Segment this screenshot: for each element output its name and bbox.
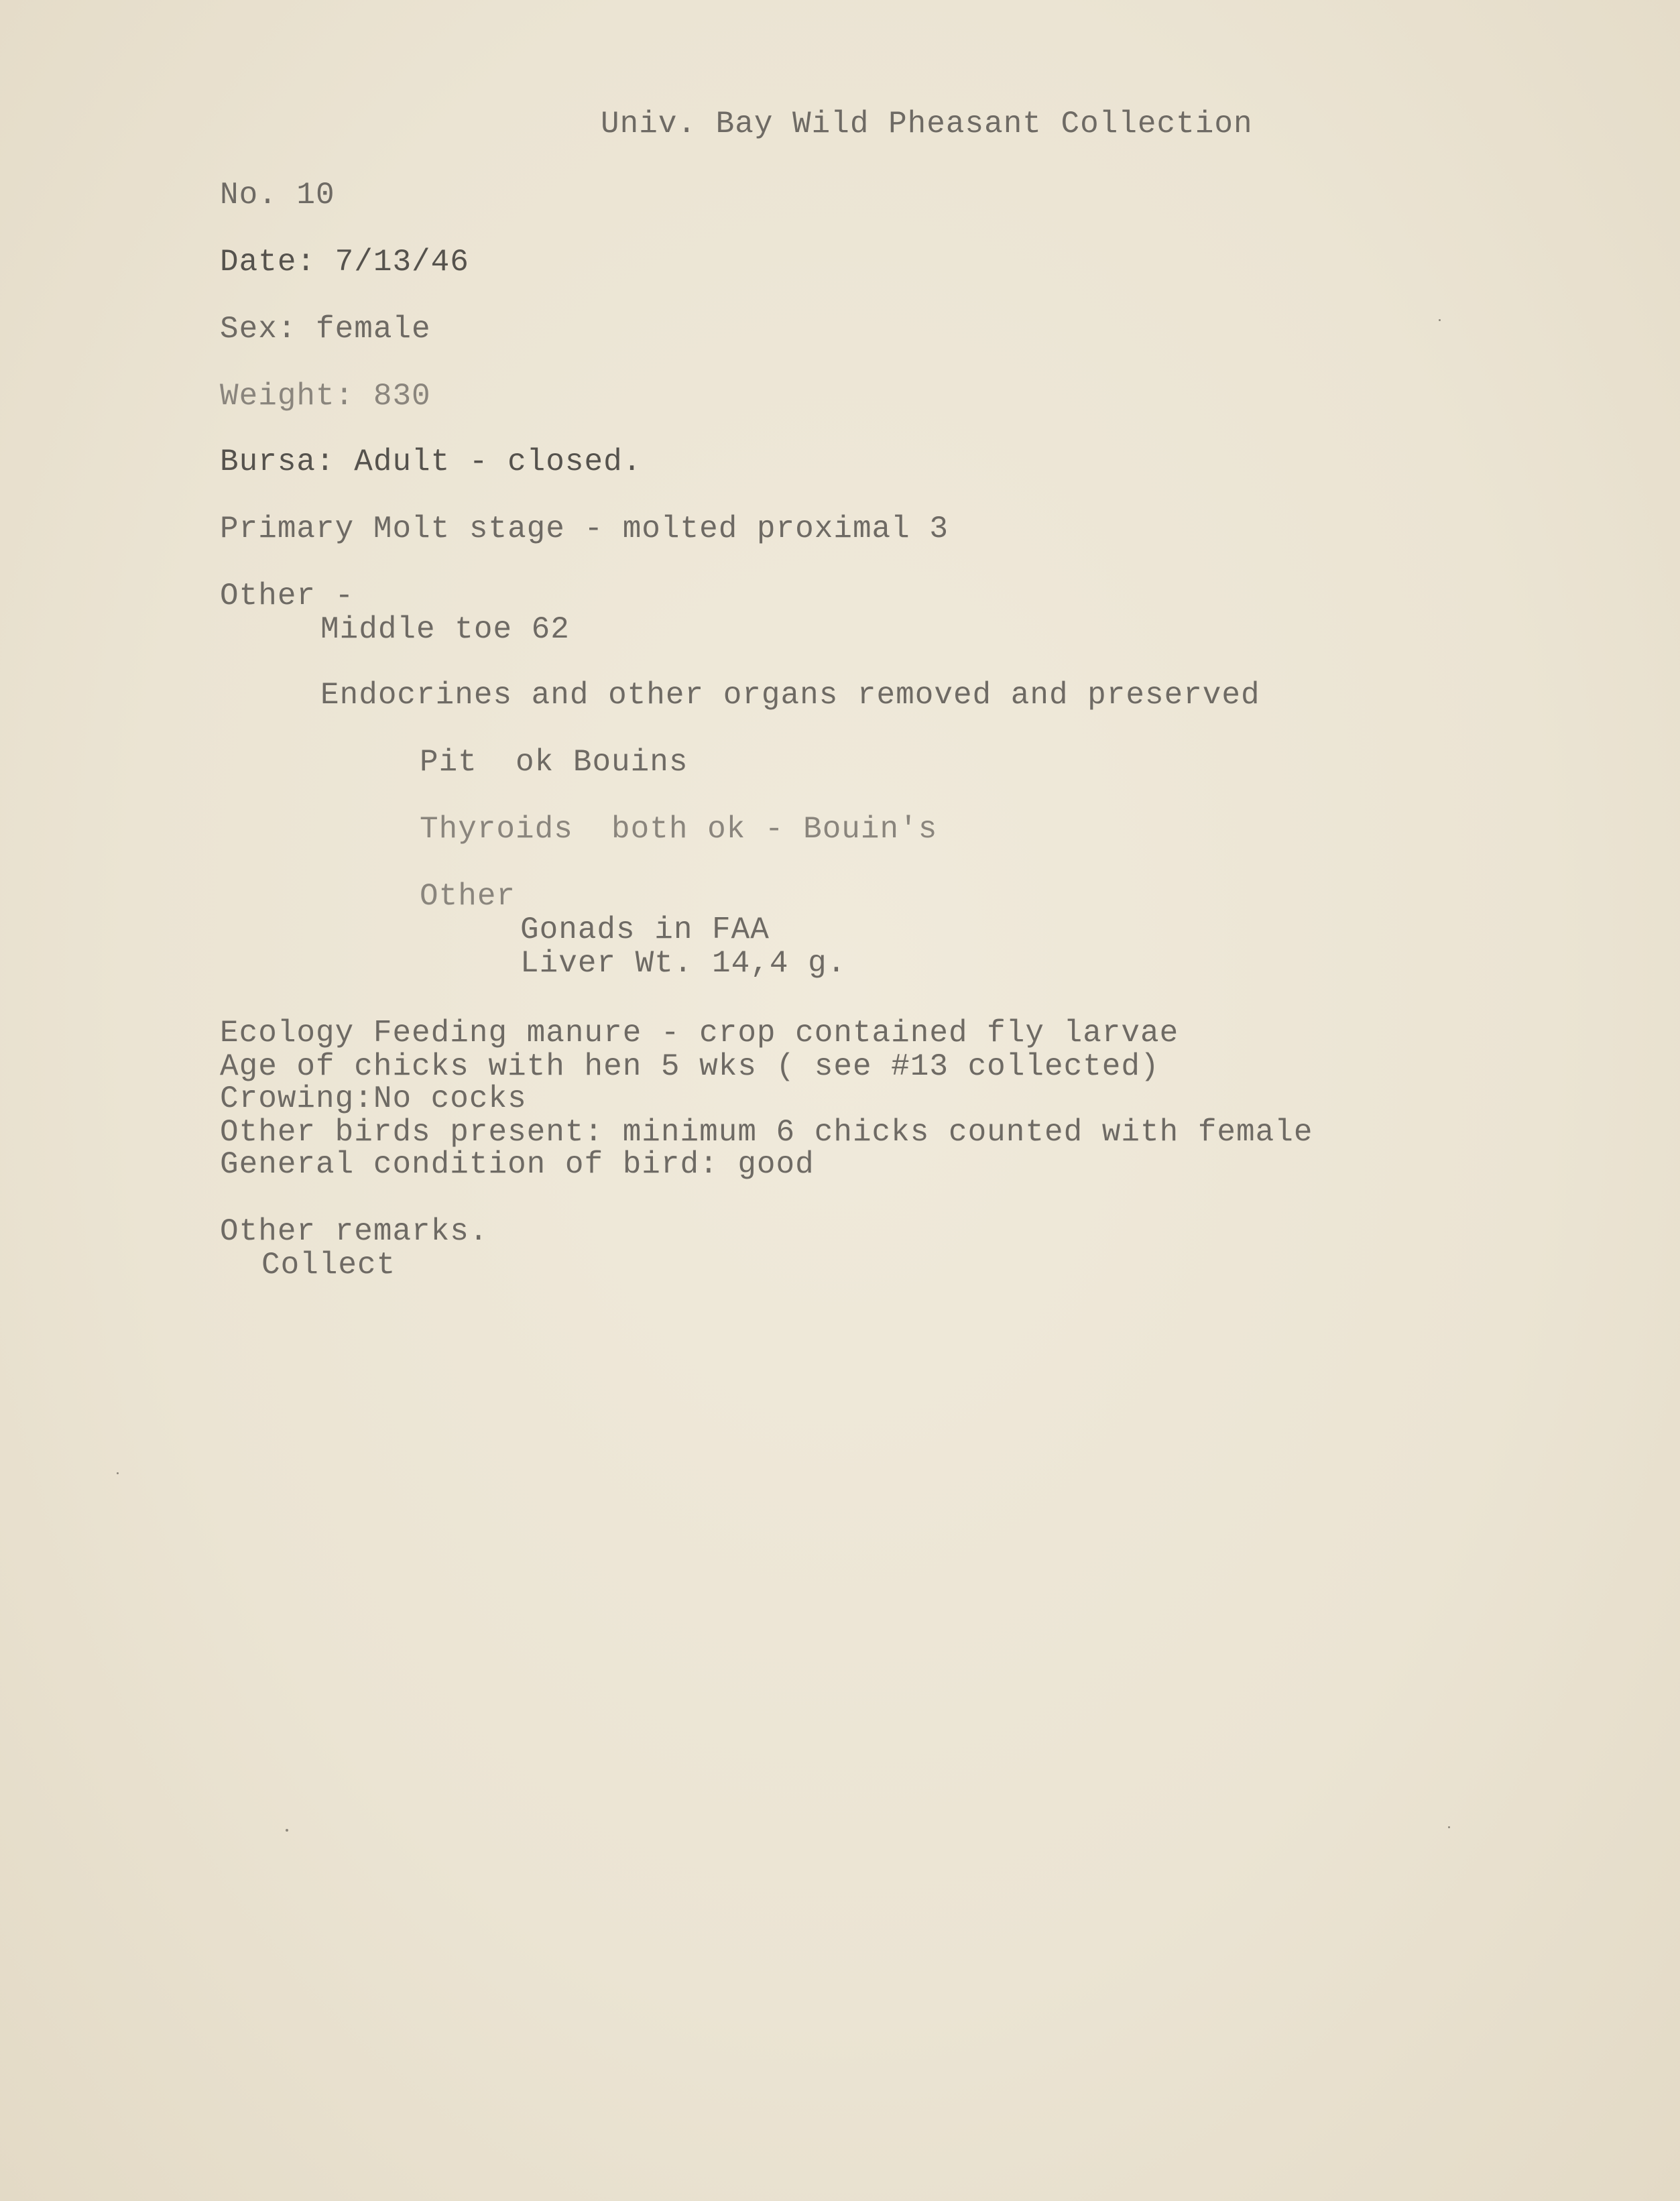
middle-toe: Middle toe 62	[320, 612, 570, 647]
record-bursa: Bursa: Adult - closed.	[220, 444, 642, 479]
pituitary-note: Pit ok Bouins	[420, 745, 688, 780]
record-number: No. 10	[220, 178, 335, 213]
remarks-text: Collect	[261, 1248, 396, 1283]
crowing-note: Crowing:No cocks	[220, 1081, 527, 1116]
thyroids-note: Thyroids both ok - Bouin's	[420, 812, 938, 847]
ecology-feeding: Ecology Feeding manure - crop contained fly larvae	[220, 1016, 1179, 1051]
collection-title: Univ. Bay Wild Pheasant Collection	[601, 107, 1253, 141]
liver-weight: Liver Wt. 14,4 g.	[520, 946, 847, 981]
record-date: Date: 7/13/46	[220, 245, 469, 280]
remarks-heading: Other remarks.	[220, 1214, 489, 1249]
record-molt-stage: Primary Molt stage - molted proximal 3	[220, 512, 949, 546]
gonads-note: Gonads in FAA	[520, 912, 770, 947]
general-condition: General condition of bird: good	[220, 1147, 815, 1182]
other-birds-present: Other birds present: minimum 6 chicks counted with female	[220, 1115, 1313, 1150]
paper-speck	[1439, 319, 1441, 321]
record-weight: Weight: 830	[220, 379, 431, 414]
paper-speck	[117, 1472, 119, 1474]
chicks-age: Age of chicks with hen 5 wks ( see #13 collected)	[220, 1049, 1160, 1084]
other-heading: Other -	[220, 579, 355, 613]
paper-speck	[1448, 1826, 1450, 1828]
paper-speck	[286, 1829, 288, 1832]
endocrines-note: Endocrines and other organs removed and preserved	[320, 678, 1260, 713]
record-sex: Sex: female	[220, 312, 431, 347]
other-organs-heading: Other	[420, 879, 516, 914]
